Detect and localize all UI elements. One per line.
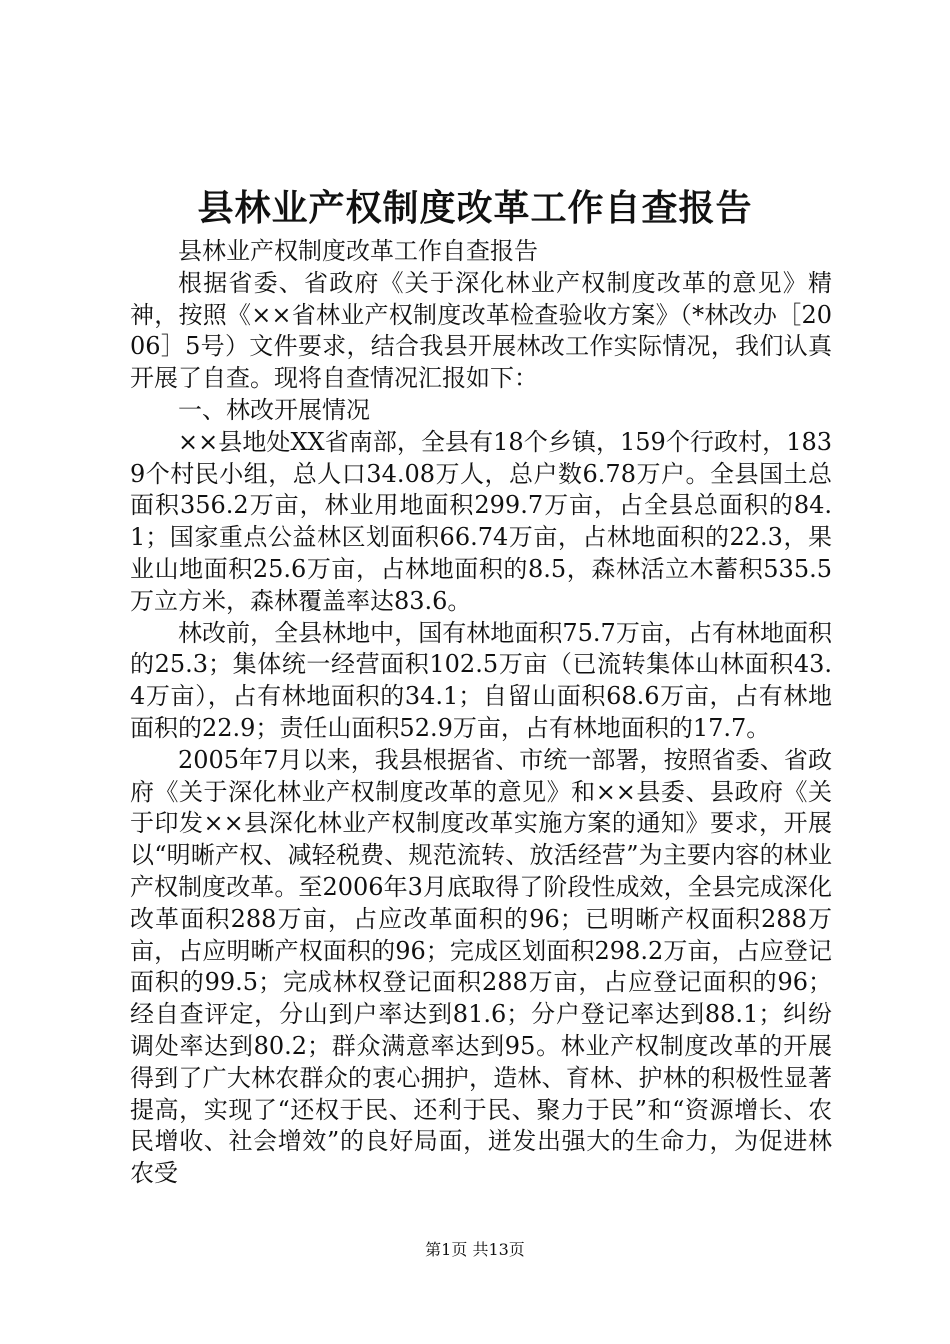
paragraph-intro: 根据省委、省政府《关于深化林业产权制度改革的意见》精神，按照《××省林业产权制度改革检查验收方案》（*林改办［2006］5号）文件要求，结合我县开展林改工作实际情况，我们认真开展了自查。现将自查情况汇报如下： — [130, 268, 832, 393]
document-title: 县林业产权制度改革工作自查报告 — [197, 187, 753, 229]
section-heading: 一、林改开展情况 — [178, 395, 370, 424]
paragraph-reform-progress: 2005年7月以来，我县根据省、市统一部署，按照省委、省政府《关于深化林业产权制度改革的意见》和××县委、县政府《关于印发××县深化林业产权制度改革实施方案的通知》要求，开展以“明晰产权、减轻税费、规范流转、放活经营”为主要内容的林业产权制度改革。至2006年3月底取得了阶段性成效，全县完成深化改革面积288万亩，占应改革面积的96；已明晰产权面积288万亩，占应明晰产权面积的96；完成区划面积298.2万亩，占应登记面积的99.5；完成林权登记面积288万亩，占应登记面积的96；经自查评定，分山到户率达到81.6；分户登记率达到88.1；纠纷调处率达到80.2；群众满意率达到95。林业产权制度改革的开展得到了广大林农群众的衷心拥护，造林、育林、护林的积极性显著提高，实现了“还权于民、还利于民、聚力于民”和“资源增长、农民增收、社会增效”的良好局面，迸发出强大的生命力，为促进林农受 — [130, 745, 832, 1188]
paragraph-before-reform: 林改前，全县林地中，国有林地面积75.7万亩，占有林地面积的25.3；集体统一经营面积102.5万亩（已流转集体山林面积43.4万亩），占有林地面积的34.1；自留山面积68.6万亩，占有林地面积的22.9；责任山面积52.9万亩，占有林地面积的17.7。 — [130, 618, 832, 742]
paragraph-county-overview: ××县地处XX省南部，全县有18个乡镇，159个行政村，1839个村民小组，总人口34.08万人，总户数6.78万户。全县国土总面积356.2万亩，林业用地面积299.7万亩，占全县总面积的84.1；国家重点公益林区划面积66.74万亩，占林地面积的22.3，果业山地面积25.6万亩，占林地面积的8.5，森林活立木蓄积535.5万立方米，森林覆盖率达83.6。 — [130, 427, 832, 615]
document-body — [130, 236, 832, 1190]
page-number: 第1页 共13页 — [425, 1240, 525, 1259]
paragraph-subtitle: 县林业产权制度改革工作自查报告 — [178, 237, 538, 265]
